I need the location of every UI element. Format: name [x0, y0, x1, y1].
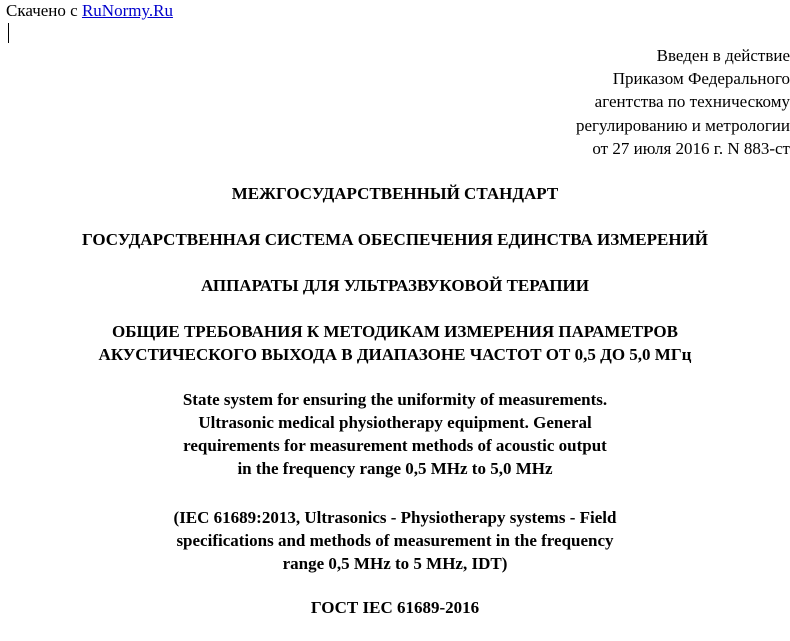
enactment-note [390, 44, 790, 160]
enactment-line: Приказом Федерального [612, 69, 790, 89]
text-cursor [8, 23, 9, 43]
standard-type-text: МЕЖГОСУДАРСТВЕННЫЙ СТАНДАРТ [231, 184, 559, 203]
english-title-line: requirements for measurement methods of acoustic output [183, 436, 607, 455]
download-source-line [6, 1, 173, 21]
system-text: ГОСУДАРСТВЕННАЯ СИСТЕМА ОБЕСПЕЧЕНИЯ ЕДИНСТВА ИЗМЕРЕНИЙ [81, 230, 709, 249]
russian-title [0, 320, 790, 366]
standard-type-heading [0, 182, 790, 205]
system-heading [0, 228, 790, 251]
downloaded-prefix: Скачено с [6, 1, 78, 20]
enactment-line: от 27 июля 2016 г. N 883-ст [592, 138, 790, 158]
russian-title-line: АКУСТИЧЕСКОГО ВЫХОДА В ДИАПАЗОНЕ ЧАСТОТ ОТ 0,5 ДО 5,0 МГц [98, 345, 692, 364]
russian-title-line: ОБЩИЕ ТРЕБОВАНИЯ К МЕТОДИКАМ ИЗМЕРЕНИЯ ПАРАМЕТРОВ [112, 322, 678, 341]
runormy-link[interactable]: RuNormy.Ru [81, 1, 173, 20]
device-heading [0, 274, 790, 297]
iec-reference-line: (IEC 61689:2013, Ultrasonics - Physiotherapy systems - Field [173, 508, 617, 527]
english-title [0, 388, 790, 480]
english-title-line: State system for ensuring the uniformity of measurements. [182, 390, 608, 409]
enactment-line: Введен в действие [656, 46, 790, 65]
standard-designation [0, 596, 790, 619]
device-text: АППАРАТЫ ДЛЯ УЛЬТРАЗВУКОВОЙ ТЕРАПИИ [201, 276, 589, 295]
iec-reference-line: specifications and methods of measurement in the frequency [176, 531, 614, 550]
designation-text: ГОСТ IEC 61689-2016 [310, 598, 480, 617]
iec-reference [0, 506, 790, 575]
english-title-line: Ultrasonic medical physiotherapy equipment. General [198, 413, 592, 432]
english-title-line: in the frequency range 0,5 MHz to 5,0 MHz [237, 459, 553, 478]
enactment-line: регулированию и метрологии [575, 115, 790, 135]
iec-reference-line: range 0,5 MHz to 5 MHz, IDT) [282, 554, 508, 573]
enactment-line: агентства по техническому [594, 92, 790, 112]
